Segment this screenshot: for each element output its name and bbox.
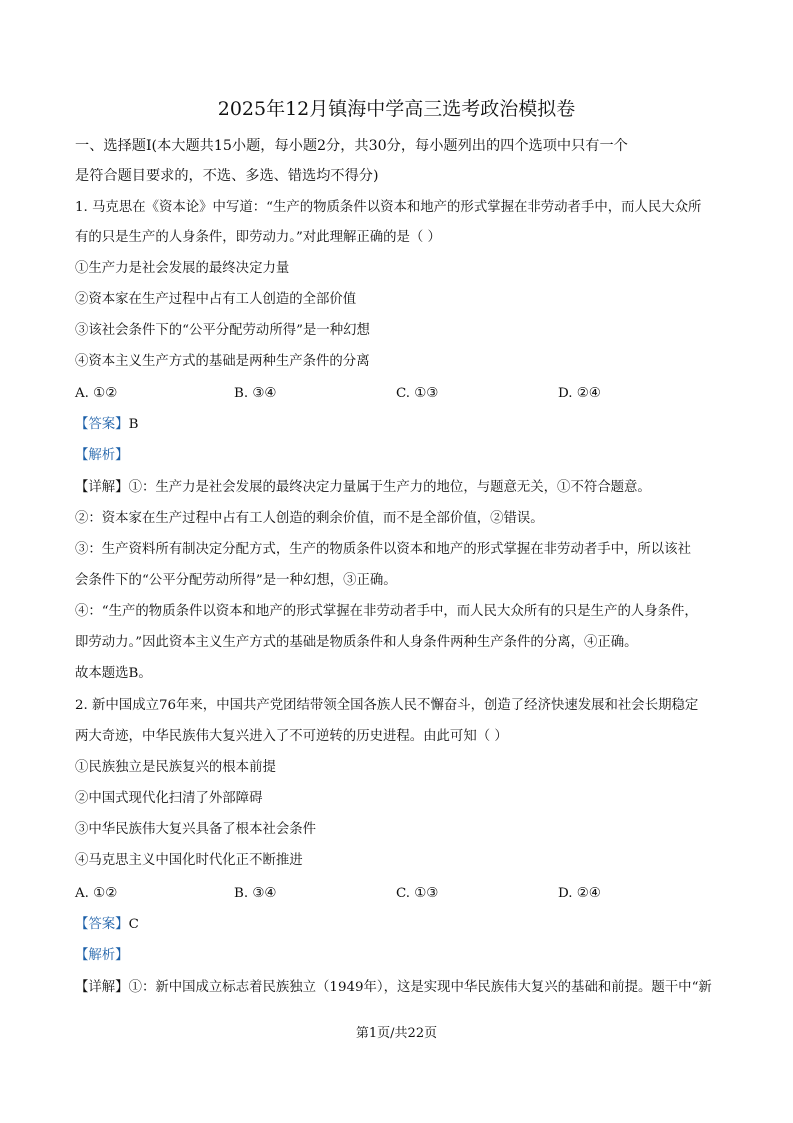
analysis-tag: 【解析】 <box>75 948 129 963</box>
question-1-detail-line-6: 即劳动力。”因此资本主义生产方式的基础是物质条件和人身条件两种生产条件的分离，④正确。 <box>75 635 638 650</box>
question-2-stem-line-2: 两大奇迹，中华民族伟大复兴进入了不可逆转的历史进程。由此可知（ ） <box>75 729 508 744</box>
question-2-option-b: B. ③④ <box>234 886 277 901</box>
question-1-detail-line-1 <box>75 478 725 498</box>
answer-tag: 【答案】 <box>75 417 129 432</box>
question-2-option-c: C. ①③ <box>396 886 439 901</box>
question-2-analysis <box>75 946 725 966</box>
question-1-analysis <box>75 446 725 466</box>
detail-tag: 【详解】 <box>75 480 129 495</box>
question-1-detail-line-4: 会条件下的“公平分配劳动所得”是一种幻想，③正确。 <box>75 573 397 588</box>
question-2-statement-3: ③中华民族伟大复兴具备了根本社会条件 <box>75 822 317 837</box>
question-1-option-a: A. ①② <box>75 386 118 401</box>
page-title: 2025年12月镇海中学高三选考政治模拟卷 <box>217 98 576 120</box>
question-2-answer <box>75 915 725 935</box>
question-1-conclusion: 故本题选B。 <box>75 666 152 681</box>
question-2-option-a: A. ①② <box>75 886 118 901</box>
question-2-detail-line-1 <box>75 978 725 998</box>
question-1-statement-2: ②资本家在生产过程中占有工人创造的全部价值 <box>75 292 357 307</box>
question-2-option-d: D. ②④ <box>558 886 601 901</box>
question-2-stem-line-1: 2. 新中国成立76年来，中国共产党团结带领全国各族人民不懈奋斗，创造了经济快速发展和社会长期稳定 <box>75 698 699 713</box>
question-2-options <box>75 884 725 904</box>
question-1-answer <box>75 415 725 435</box>
detail-text: ①：新中国成立标志着民族独立（1949年），这是实现中华民族伟大复兴的基础和前提。题干中“新 <box>128 980 712 995</box>
answer-value: C <box>128 917 139 932</box>
question-1-stem-line-1: 1. 马克思在《资本论》中写道：“生产的物质条件以资本和地产的形式掌握在非劳动者手中，而人民大众所 <box>75 200 702 215</box>
section-heading-line-1: 一、选择题Ⅰ(本大题共15小题，每小题2分，共30分，每小题列出的四个选项中只有一个 <box>75 138 628 154</box>
question-2-statement-1: ①民族独立是民族复兴的根本前提 <box>75 760 276 775</box>
answer-tag: 【答案】 <box>75 917 129 932</box>
detail-tag: 【详解】 <box>75 980 129 995</box>
answer-value: B <box>128 417 139 432</box>
question-1-option-d: D. ②④ <box>558 386 601 401</box>
question-1-option-c: C. ①③ <box>396 386 439 401</box>
question-1-option-b: B. ③④ <box>234 386 277 401</box>
question-1-stem-line-2: 有的只是生产的人身条件，即劳动力。”对此理解正确的是（ ） <box>75 230 441 245</box>
question-1-statement-1: ①生产力是社会发展的最终决定力量 <box>75 261 290 276</box>
question-2-statement-4: ④马克思主义中国化时代化正不断推进 <box>75 853 303 868</box>
analysis-tag: 【解析】 <box>75 448 129 463</box>
question-1-statement-4: ④资本主义生产方式的基础是两种生产条件的分离 <box>75 354 370 369</box>
question-1-options <box>75 384 725 404</box>
question-1-detail-line-3: ③：生产资料所有制决定分配方式，生产的物质条件以资本和地产的形式掌握在非劳动者手中，所以该社 <box>75 542 691 557</box>
detail-text: ①：生产力是社会发展的最终决定力量属于生产力的地位，与题意无关，①不符合题意。 <box>128 480 651 495</box>
question-1-statement-3: ③该社会条件下的“公平分配劳动所得”是一种幻想 <box>75 323 370 338</box>
question-2-statement-2: ②中国式现代化扫清了外部障碍 <box>75 791 263 806</box>
question-1-detail-line-2: ②：资本家在生产过程中占有工人创造的剩余价值，而不是全部价值，②错误。 <box>75 511 544 526</box>
page-footer: 第1页/共22页 <box>355 1026 438 1041</box>
section-heading-line-2: 是符合题目要求的，不选、多选、错选均不得分) <box>75 168 379 184</box>
question-1-detail-line-5: ④：“生产的物质条件以资本和地产的形式掌握在非劳动者手中，而人民大众所有的只是生产的人身条件， <box>75 604 698 619</box>
